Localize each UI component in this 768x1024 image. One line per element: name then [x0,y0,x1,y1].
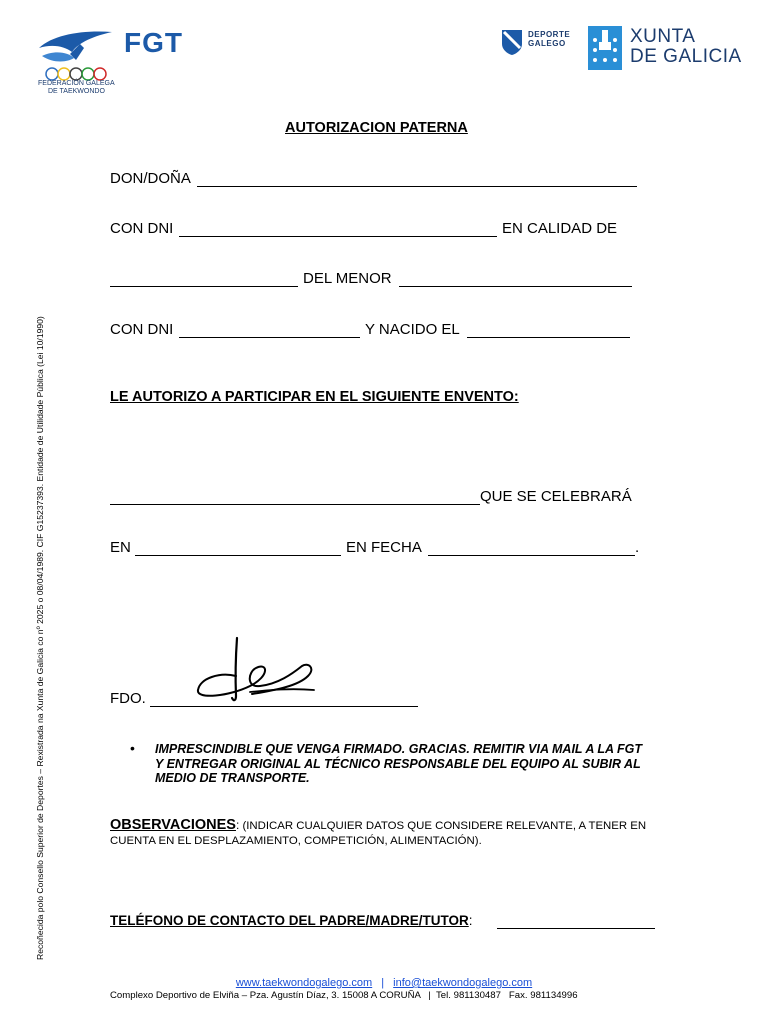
xunta-shield-icon [588,26,622,70]
email-link[interactable]: info@taekwondogalego.com [393,977,533,989]
fgt-name-line2: DE TAEKWONDO [48,88,105,95]
footer-separator: | [381,977,385,989]
fecha-period: . [635,539,640,556]
minor-dni-field[interactable] [179,337,360,338]
observaciones-label: OBSERVACIONES [110,817,236,833]
don-dona-field[interactable] [197,186,637,187]
fgt-logo [32,22,192,102]
phone-colon: : [468,913,473,928]
observaciones-colon: : [235,818,240,832]
handwritten-signature [190,632,320,704]
observaciones-text: (INDICAR CUALQUIER DATOS QUE CONSIDERE RELEVANTE, A TENER EN CUENTA EN EL DESPLAZAMIENTO, COMPETICIÓN, ALIMENTACIÓN). [110,820,647,847]
observaciones-block [110,818,665,848]
bullet-icon: • [130,740,135,756]
en-calidad-label: EN CALIDAD DE [502,220,618,237]
xunta-line1: XUNTA [630,26,696,47]
document-title: AUTORIZACION PATERNA [285,120,468,136]
footer-links [0,977,768,989]
en-fecha-label: EN FECHA [346,539,422,556]
legal-side-note: Recoñecida polo Consello Superior de Deportes – Rexistrada na Xunta de Galicia co nº 2025 o 08/04/1989. CIF G15237393. Entidade de Utilidade Pública (Lei 10/1990) [35,316,45,960]
signature-field[interactable] [150,706,418,707]
deporte-galego-icon [500,28,524,56]
fdo-label: FDO. [110,690,146,707]
important-note: IMPRESCINDIBLE QUE VENGA FIRMADO. GRACIAS. REMITIR VIA MAIL A LA FGT Y ENTREGAR ORIGINAL AL TÉCNICO RESPONSABLE DEL EQUIPO AL SUBIR AL MEDIO DE TRANSPORTE. [155,742,643,785]
fgt-abbreviation: FGT [124,27,183,58]
xunta-line2: DE GALICIA [630,46,742,67]
con-dni-label-2: CON DNI [110,321,174,338]
event-date-field[interactable] [428,555,635,556]
phone-field[interactable] [497,928,655,929]
xunta-galicia-logo [588,26,748,74]
deporte-galego-logo [500,28,570,60]
minor-name-field[interactable] [399,286,632,287]
phone-row [110,913,473,928]
authorize-heading: LE AUTORIZO A PARTICIPAR EN EL SIGUIENTE ENVENTO: [110,389,519,405]
footer-address: Complexo Deportivo de Elviña – Pza. Agustín Díaz, 3. 15008 A CORUÑA | Tel. 981130487 Fax. 981134996 [110,990,578,1001]
fgt-name-line1: FEDERACIÓN GALEGA [38,80,115,87]
don-dona-label: DON/DOÑA [110,170,191,187]
event-field[interactable] [110,504,480,505]
birth-date-field[interactable] [467,337,630,338]
dni-field[interactable] [179,236,497,237]
location-field[interactable] [135,555,341,556]
deporte-line2: GALEGO [528,39,566,48]
relationship-field[interactable] [110,286,298,287]
deporte-line1: DEPORTE [528,30,571,39]
y-nacido-label: Y NACIDO EL [365,321,460,338]
phone-label: TELÉFONO DE CONTACTO DEL PADRE/MADRE/TUTOR [110,913,469,928]
website-link[interactable]: www.taekwondogalego.com [235,977,373,989]
que-se-celebrara-label: QUE SE CELEBRARÁ [480,488,632,505]
del-menor-label: DEL MENOR [303,270,392,287]
con-dni-label: CON DNI [110,220,174,237]
en-label: EN [110,539,131,556]
